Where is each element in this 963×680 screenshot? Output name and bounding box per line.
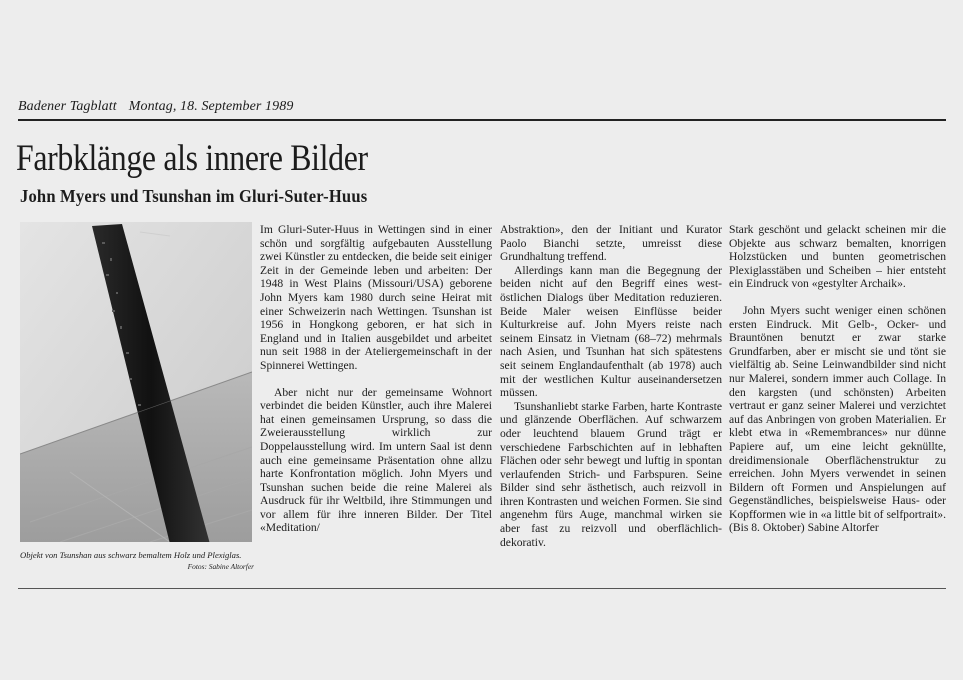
bottom-rule bbox=[18, 588, 946, 589]
column-3-paragraph-2: John Myers sucht weniger einen schönen ersten Eindruck. Mit Gelb-, Ocker- und Brauntönen benutzt er zwar starke Grundfarben, aber er mischt sie und tönt sie vielfältig ab. Seine Leinwandbilder sind nicht nur Malerei, sondern immer auch Collage. In den kargsten (und schönsten) Arbeiten vertraut er ganz seiner Malerei und verzichtet auf das Anbringen von groben Materialien. Er klebt etwa in «Remembrances» nur dünne Papiere auf, um eine leicht geknüllte, dreidimensionale Oberflächenstruktur zu erreichen. John Myers verwendet in seinen Bildern oft Formen und Anspielungen auf Gegenständliches, beispielsweise Haus- oder Kopfformen wie in «a little bit of selfportrait». (Bis 8. Oktober) Sabine Altorfer bbox=[729, 303, 946, 535]
photo-credit: Fotos: Sabine Altorfer bbox=[187, 562, 254, 571]
column-2-paragraph-3: Tsunshanliebt starke Farben, harte Kontraste und glänzende Oberflächen. Auf schwarzem oder leuchtend blauem Grund trägt er verschiedene Farbschichten auf in lebhaften Flächen oder sehr bewegt und luftig in spontan verlaufenden Strich- und Farbspuren. Seine Bilder sind sehr ästhetisch, auch reizvoll in ihren Kontrasten und weichen Formen. Sie sind angenehm fürs Auge, manchmal wirken sie aber fast zu reizvoll und oberflächlich-dekorativ. bbox=[500, 399, 722, 549]
article-subheadline: John Myers und Tsunshan im Gluri-Suter-Huus bbox=[20, 186, 368, 206]
article-headline: Farbklänge als innere Bilder bbox=[16, 138, 368, 179]
column-3-paragraph-1: Stark geschönt und gelackt scheinen mir die Objekte aus schwarz bemalten, knorrigen Holzstücken und bunten geometrischen Plexiglasstäben und Scheiben – hier entsteht ein Eindruck von «gestylter Archaik». bbox=[729, 223, 946, 291]
masthead-rule bbox=[18, 119, 946, 121]
column-2-paragraph-1: Abstraktion», den der Initiant und Kurator Paolo Bianchi setzte, umreisst diese Grundhaltung treffend. bbox=[500, 223, 722, 264]
column-1-paragraph-1: Im Gluri-Suter-Huus in Wettingen sind in einer schön und sorgfältig aufgebauten Ausstellung zwei Künstler zu entdecken, die beide seit einiger Zeit in der Gemeinde leben und arbeiten: Der 1948 in West Plains (Missouri/USA) geborene John Myers kam 1980 durch seine Heirat mit einer Schweizerin nach Wettingen. Tsunshan ist 1956 in Hongkong geboren, er hat sich in England und in Italien ausgebildet und arbeitet nun seit 1988 in der Ateliergemeinschaft in der Spinnerei Wettingen. bbox=[260, 223, 492, 372]
column-1-paragraph-2: Aber nicht nur der gemeinsame Wohnort verbindet die beiden Künstler, auch ihre Malerei hat einen gemeinsamen Ursprung, so dass die Zweierausstellung wirklich zur Doppelausstellung wird. Im untern Saal ist denn auch eine gemeinsame Präsentation ohne allzu harte Konfrontation möglich. John Myers und Tsunshan suchen beide die reine Malerei als Ausdruck für ihr Weltbild, ihre Stimmungen und vor allem für ihre inneren Bilder. Der Titel «Meditation/ bbox=[260, 385, 492, 535]
article-column-2 bbox=[500, 223, 722, 549]
caption-text: Objekt von Tsunshan aus schwarz bemaltem Holz und Plexiglas. bbox=[20, 550, 242, 560]
newspaper-name: Badener Tagblatt bbox=[18, 99, 117, 114]
article-column-3 bbox=[729, 223, 946, 535]
sculpture-image bbox=[20, 222, 252, 542]
article-column-1 bbox=[260, 223, 492, 535]
masthead bbox=[18, 99, 293, 115]
photo-caption bbox=[20, 550, 254, 572]
article-photo bbox=[20, 222, 252, 542]
column-2-paragraph-2: Allerdings kann man die Begegnung der beiden nicht auf den Begriff eines west-östlichen Dialogs über Meditation reduzieren. Beide Maler weisen Einflüsse beider Kulturkreise auf. John Myers reiste nach seinem Einsatz in Vietnam (68–72) mehrmals nach Asien, und Tsunhan hat sich spätestens seit seinem Englandaufenthalt (ab 1978) auch mit der westlichen Kultur auseinandersetzen müssen. bbox=[500, 263, 722, 400]
publication-date: Montag, 18. September 1989 bbox=[128, 99, 294, 114]
